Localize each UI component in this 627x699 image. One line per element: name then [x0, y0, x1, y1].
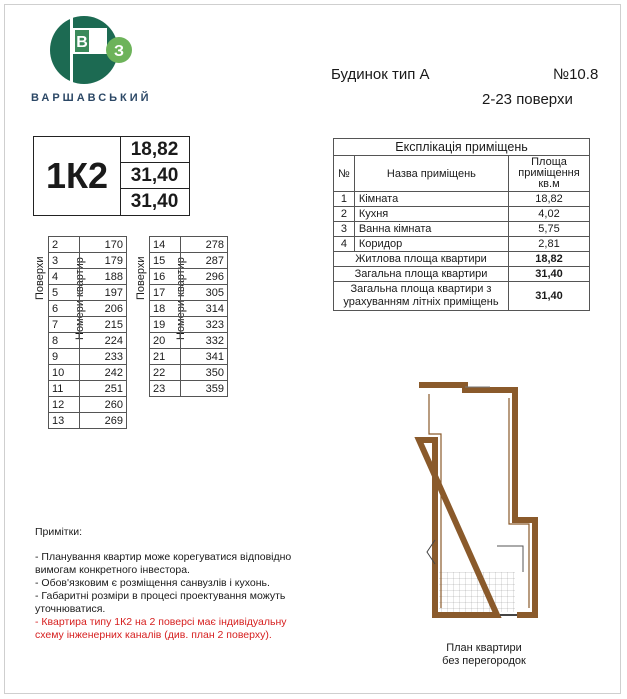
total-summer-value: 31,40 [509, 282, 590, 311]
kitchen-counter [497, 546, 523, 572]
col-area-header: Площа приміщення кв.м [509, 156, 590, 192]
explication-row [334, 207, 590, 222]
floor-number: 9 [49, 349, 80, 365]
room-name: Кухня [354, 207, 508, 222]
floor-row [49, 333, 127, 349]
room-area: 4,02 [509, 207, 590, 222]
floor-row [49, 413, 127, 429]
floor-number: 4 [49, 269, 80, 285]
col-name-header: Назва приміщень [354, 156, 508, 192]
room-no: 2 [334, 207, 355, 222]
room-no: 1 [334, 192, 355, 207]
note-item: - Габаритні розміри в процесі проектування можуть уточнюватися. [35, 590, 286, 615]
note-item: - Планування квартир може корегуватися відповідно вимогам конкретного інвестора. [35, 551, 292, 576]
floor-row [49, 365, 127, 381]
apartment-number: 287 [181, 253, 228, 269]
room-area: 5,75 [509, 222, 590, 237]
plan-caption-line2: без перегородок [442, 655, 526, 667]
floor-number: 12 [49, 397, 80, 413]
floor-row [150, 381, 228, 397]
col-no-header: № [334, 156, 355, 192]
floor-number: 7 [49, 317, 80, 333]
plan-caption-line1: План квартири [446, 642, 522, 654]
apartment-number: 242 [80, 365, 127, 381]
note-item: - Обов'язковим є розміщення санвузлів і кухонь. [35, 577, 270, 589]
total-summer-label: Загальна площа квартири з урахуванням літніх приміщень [334, 282, 509, 311]
floor-number: 17 [150, 285, 181, 301]
floor-number: 23 [150, 381, 181, 397]
floor-row [49, 253, 127, 269]
floors-table-right [149, 236, 228, 397]
floor-row [150, 317, 228, 333]
floor-number: 16 [150, 269, 181, 285]
apartment-number: 314 [181, 301, 228, 317]
explication-row [334, 237, 590, 252]
apartment-summary [33, 136, 190, 216]
floor-number: 21 [150, 349, 181, 365]
apartment-number: 224 [80, 333, 127, 349]
logo-letter-2: З [113, 43, 125, 60]
floor-row [49, 285, 127, 301]
room-no: 3 [334, 222, 355, 237]
notes-warning: - Квартира типу 1К2 на 2 поверсі має індивідуальну схему інженерних каналів (див. план 2 поверху). [35, 616, 287, 641]
floor-number: 20 [150, 333, 181, 349]
floor-row [150, 333, 228, 349]
area-living: 18,82 [120, 137, 189, 163]
apartment-number: 296 [181, 269, 228, 285]
floor-row [150, 349, 228, 365]
floor-row [49, 237, 127, 253]
floor-number: 19 [150, 317, 181, 333]
floor-number: 18 [150, 301, 181, 317]
living-area-label: Житлова площа квартири [334, 252, 509, 267]
kitchen-tiles [439, 572, 515, 612]
plan-caption [424, 642, 544, 668]
floor-row [150, 285, 228, 301]
logo-letter-1: В [76, 34, 88, 51]
floor-number: 2 [49, 237, 80, 253]
floor-row [49, 317, 127, 333]
apartment-number: 197 [80, 285, 127, 301]
apartment-number: 170 [80, 237, 127, 253]
floor-number: 14 [150, 237, 181, 253]
floor-row [49, 381, 127, 397]
floor-row [49, 269, 127, 285]
logo-icon [44, 14, 144, 86]
floor-number: 10 [49, 365, 80, 381]
floor-number: 6 [49, 301, 80, 317]
floors-label-left: Поверхи [34, 256, 46, 300]
apartment-code: 1К2 [34, 137, 121, 215]
apartment-number: 179 [80, 253, 127, 269]
explication-title: Експлікація приміщень [334, 139, 590, 156]
floor-number: 13 [49, 413, 80, 429]
floor-range: 2-23 поверхи [482, 91, 573, 108]
apartment-number: 251 [80, 381, 127, 397]
floors-table-left [48, 236, 127, 429]
apartment-number: 341 [181, 349, 228, 365]
brand-name: ВАРШАВСЬКИЙ [31, 92, 152, 104]
apartments-label-right: Номери квартир [175, 257, 187, 340]
room-name: Коридор [354, 237, 508, 252]
apartment-number: 233 [80, 349, 127, 365]
apartment-number: 359 [181, 381, 228, 397]
floor-row [150, 237, 228, 253]
apartment-number: 278 [181, 237, 228, 253]
floor-row [150, 253, 228, 269]
area-total-summer: 31,40 [130, 191, 179, 212]
floors-label-right: Поверхи [135, 256, 147, 300]
floor-number: 3 [49, 253, 80, 269]
area-total: 31,40 [120, 163, 189, 189]
floor-number: 8 [49, 333, 80, 349]
floor-number: 5 [49, 285, 80, 301]
total-area-value: 31,40 [509, 267, 590, 282]
floor-row [49, 397, 127, 413]
living-area-value: 18,82 [509, 252, 590, 267]
explication-row [334, 192, 590, 207]
apartment-number: 332 [181, 333, 228, 349]
notes [35, 526, 305, 642]
room-no: 4 [334, 237, 355, 252]
floor-number: 11 [49, 381, 80, 397]
floor-row [49, 301, 127, 317]
room-area: 2,81 [509, 237, 590, 252]
explication-table [333, 138, 590, 311]
building-number: №10.8 [553, 66, 599, 83]
apartments-label-left: Номери квартир [74, 257, 86, 340]
apartment-number: 305 [181, 285, 228, 301]
room-name: Кімната [354, 192, 508, 207]
apartment-number: 323 [181, 317, 228, 333]
apartment-number: 350 [181, 365, 228, 381]
floor-plan [405, 380, 555, 625]
building-type: Будинок тип А [331, 66, 430, 83]
explication-row [334, 222, 590, 237]
room-name: Ванна кімната [354, 222, 508, 237]
floor-row [150, 301, 228, 317]
floor-row [150, 269, 228, 285]
apartment-number: 206 [80, 301, 127, 317]
floor-row [150, 365, 228, 381]
floor-number: 15 [150, 253, 181, 269]
apartment-number: 269 [80, 413, 127, 429]
room-area: 18,82 [509, 192, 590, 207]
floor-row [49, 349, 127, 365]
notes-title: Примітки: [35, 526, 82, 538]
apartment-number: 188 [80, 269, 127, 285]
floor-number: 22 [150, 365, 181, 381]
total-area-label: Загальна площа квартири [334, 267, 509, 282]
apartment-number: 215 [80, 317, 127, 333]
apartment-number: 260 [80, 397, 127, 413]
